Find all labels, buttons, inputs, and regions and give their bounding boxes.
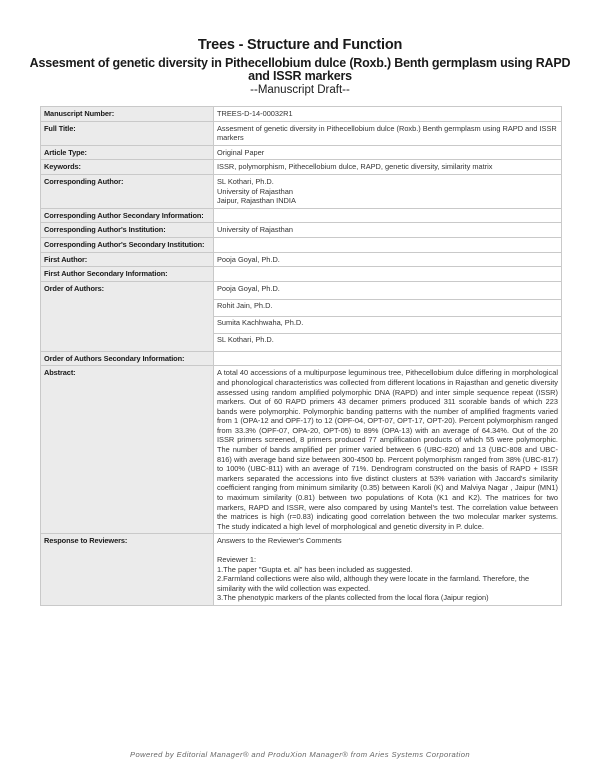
row-article-type	[41, 145, 562, 160]
row-value	[214, 208, 562, 223]
row-response-to-reviewers	[41, 534, 562, 606]
row-corr-secondary-institution	[41, 237, 562, 252]
author-entry: SL Kothari, Ph.D.	[214, 333, 561, 349]
footer-credit: Powered by Editorial Manager® and ProduXion Manager® from Aries Systems Corporation	[130, 750, 470, 759]
response-point: 2.Farmland collections were also wild, although they were locate in the farmland. Therefore, the similarity with the wild collection was expected.	[217, 574, 530, 593]
row-label: Corresponding Author Secondary Information:	[41, 208, 214, 223]
row-manuscript-number	[41, 107, 562, 122]
row-order-secondary-info	[41, 351, 562, 366]
row-value: Assesment of genetic diversity in Pithecellobium dulce (Roxb.) Benth germplasm using RAPD and ISSR markers	[214, 121, 562, 145]
row-value	[214, 281, 562, 351]
manuscript-draft-label: --Manuscript Draft--	[250, 84, 350, 96]
row-label: Corresponding Author's Secondary Institution:	[41, 237, 214, 252]
row-label: First Author Secondary Information:	[41, 267, 214, 282]
row-value	[214, 237, 562, 252]
row-label: Full Title:	[41, 121, 214, 145]
author-name: SL Kothari, Ph.D.	[217, 176, 274, 186]
row-value: ISSR, polymorphism, Pithecellobium dulce, RAPD, genetic diversity, similarity matrix	[214, 160, 562, 175]
row-label: Response to Reviewers:	[41, 534, 214, 606]
row-label: First Author:	[41, 252, 214, 267]
row-value	[214, 267, 562, 282]
row-value: Pooja Goyal, Ph.D.	[214, 252, 562, 267]
row-corr-institution	[41, 223, 562, 238]
author-affiliation: University of Rajasthan	[217, 186, 293, 196]
author-entry: Sumita Kachhwaha, Ph.D.	[214, 316, 561, 332]
row-first-secondary-info	[41, 267, 562, 282]
response-point: 1.The paper "Gupta et. al" has been included as suggested.	[217, 564, 413, 574]
row-label: Abstract:	[41, 366, 214, 534]
submission-table	[40, 106, 562, 606]
row-order-of-authors	[41, 281, 562, 351]
reviewer-label: Reviewer 1:	[217, 555, 257, 564]
row-label: Article Type:	[41, 145, 214, 160]
journal-title: Trees - Structure and Function	[197, 37, 403, 53]
row-corresponding-author	[41, 174, 562, 208]
row-value	[214, 174, 562, 208]
row-label: Order of Authors Secondary Information:	[41, 351, 214, 366]
row-value	[214, 534, 562, 606]
abstract-text: A total 40 accessions of a multipurpose leguminous tree, Pithecellobium dulce differing in morphological and phonological characteristics was collected from different locations in Rajasthan and genetic diversity assessed using random amplified polymorphic DNA (RAPD) and inter simple sequence repeat (ISSR) markers. Out of 60 RAPD primers 43 decamer primers produced 311 scorable bands of which 223 bands were polymorphic. Polymorphic banding patterns with the number of amplified fragments varied from 1 (OPA-12 and OPF-17) to 12 (OPF-04, OPT-07, OPT-17, OPT-20). Percent polymorphism ranged from 33.3% (OPF-07, OPA-20, OPT-05) to 89% (OPA-13) with an average of 64.34%. Out of the 20 ISSR primers screened, 8 primers produced 77 amplification products of which 55 were polymorphic. The number of bands amplified per primer varied between 6 (UBC-820) and 13 (UBC-808 and UBC-816) with average band size between 300-4500 bp. Percent polymorphism ranged from 38% (UBC-817) to 100% (UBC-811) with an average of 71%. Dendrogram constructed on the basis of RAPD + ISSR markers separated the accessions into five distinct clusters at 53% variation with Jaccard's similarity coefficient ranging from minimum similarity (0.35) between Karoli (K) and Malviya Nagar , Jaipur (MN1) to maximum similarity (0.81) between two populations of Kota (K1 and K2). The matrices for two markers, RAPD and ISSR, were also compared by using Mantel's test. The correlation value between the matrices is high (r=0.83) indicating good correlation between the two molecular marker systems. The study indicated a high level of morphological and genetic diversity in P. dulce.	[214, 366, 562, 534]
author-entry: Rohit Jain, Ph.D.	[214, 299, 561, 315]
row-first-author	[41, 252, 562, 267]
paper-title: Assesment of genetic diversity in Pithecellobium dulce (Roxb.) Benth germplasm using RAPD and ISSR markers	[29, 56, 571, 83]
response-point: 3.The phenotypic markers of the plants collected from the local flora (Jaipur region)	[217, 593, 489, 603]
author-entry: Pooja Goyal, Ph.D.	[217, 283, 280, 293]
row-label: Corresponding Author's Institution:	[41, 223, 214, 238]
row-value: Original Paper	[214, 145, 562, 160]
row-abstract	[41, 366, 562, 534]
row-value: University of Rajasthan	[214, 223, 562, 238]
row-label: Keywords:	[41, 160, 214, 175]
row-value: TREES-D-14-00032R1	[214, 107, 562, 122]
author-location: Jaipur, Rajasthan INDIA	[217, 196, 296, 206]
row-keywords	[41, 160, 562, 175]
row-corr-secondary-info	[41, 208, 562, 223]
row-label: Manuscript Number:	[41, 107, 214, 122]
row-label: Corresponding Author:	[41, 174, 214, 208]
row-full-title	[41, 121, 562, 145]
row-label: Order of Authors:	[41, 281, 214, 351]
row-value	[214, 351, 562, 366]
response-heading: Answers to the Reviewer's Comments	[217, 536, 342, 546]
